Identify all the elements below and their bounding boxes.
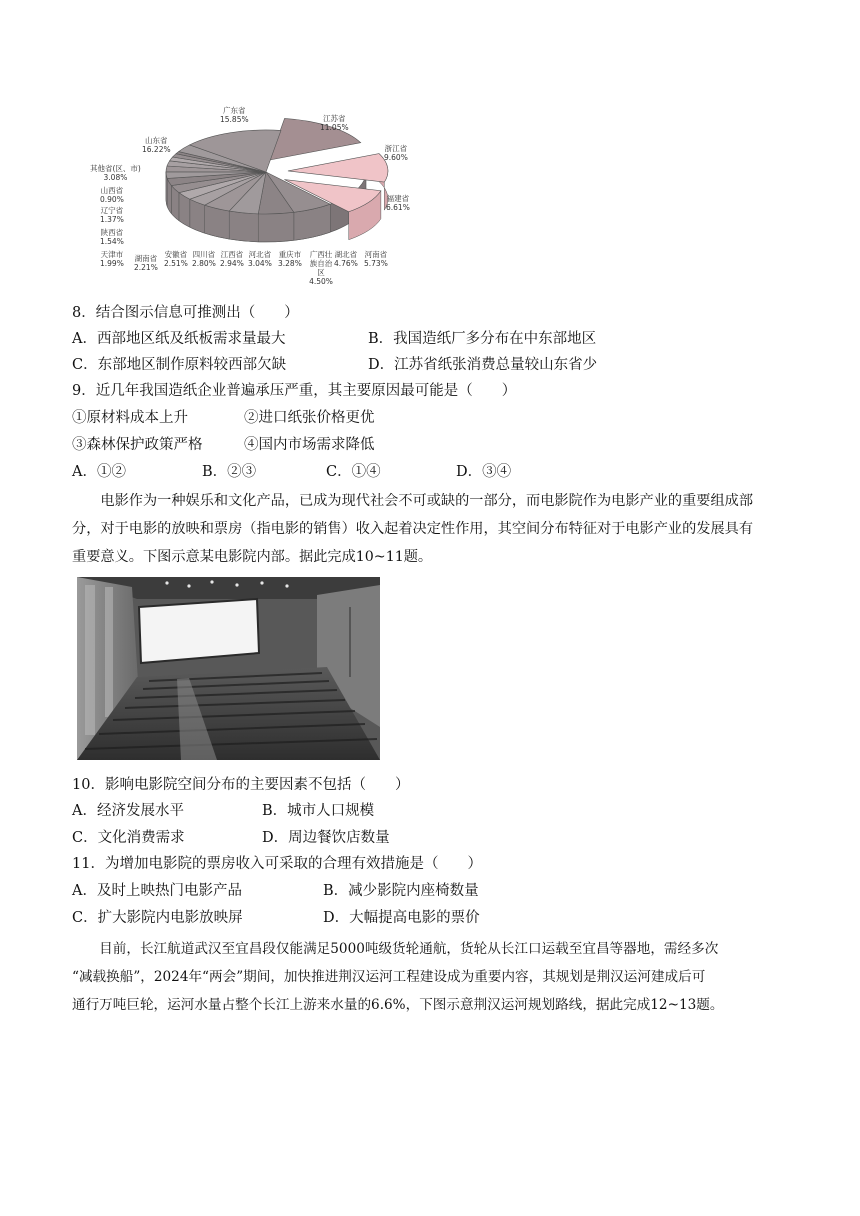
passage-cinema	[72, 487, 802, 571]
q8-option-b: B．我国造纸厂多分布在中东部地区	[368, 331, 597, 347]
q9-stem: 9．近几年我国造纸企业普遍承压严重，其主要原因最可能是（ ）	[72, 383, 517, 399]
passage-cinema-line: 重要意义。下图示意某电影院内部。据此完成10~11题。	[72, 549, 433, 565]
label-liaoning: 辽宁省 1.37%	[100, 206, 124, 224]
q11-option-b: B．减少影院内座椅数量	[323, 883, 479, 899]
q10-option-b: B．城市人口规模	[262, 803, 375, 819]
q10-option-a: A．经济发展水平	[72, 803, 184, 819]
label-hubei: 湖北省 4.76%	[334, 250, 358, 268]
q11-option-d: D．大幅提高电影的票价	[323, 910, 480, 926]
pie-slice	[288, 154, 388, 182]
label-others: 其他省(区、市) 3.08%	[90, 164, 141, 182]
q10-option-c: C．文化消费需求	[72, 830, 185, 846]
q9-option-d: D．③④	[456, 464, 512, 480]
passage-canal-line: 通行万吨巨轮，运河水量占整个长江上游来水量的6.6%，下图示意荆汉运河规划路线，据此完成12~13题。	[72, 997, 724, 1013]
label-fujian: 福建省 6.61%	[386, 194, 410, 212]
q11-option-a: A．及时上映热门电影产品	[72, 883, 242, 899]
passage-cinema-line: 电影作为一种娱乐和文化产品，已成为现代社会不可或缺的一部分，而电影院作为电影产业的重要组成部	[72, 493, 754, 509]
label-sichuan: 四川省 2.80%	[192, 250, 216, 268]
pie-slice-side	[258, 212, 294, 242]
q8-option-a: A．西部地区纸及纸板需求量最大	[72, 331, 286, 347]
label-jiangxi: 江西省 2.94%	[220, 250, 244, 268]
q9-item-1: ①原材料成本上升	[72, 410, 188, 426]
label-hunan: 湖南省 2.21%	[134, 254, 158, 272]
cinema-interior-photo	[77, 577, 380, 760]
pie-chart	[88, 100, 418, 300]
label-guangdong: 广东省 15.85%	[220, 106, 249, 124]
q9-option-b: B．②③	[202, 464, 257, 480]
passage-canal	[72, 935, 802, 1019]
q10-stem: 10．影响电影院空间分布的主要因素不包括（ ）	[72, 777, 410, 793]
passage-cinema-line: 分，对于电影的放映和票房（指电影的销售）收入起着决定性作用，其空间分布特征对于电影产业的发展具有	[72, 521, 754, 537]
q9-item-3: ③森林保护政策严格	[72, 437, 203, 453]
q9-item-2: ②进口纸张价格更优	[244, 410, 375, 426]
label-tianjin: 天津市 1.99%	[100, 250, 124, 268]
label-chongqing: 重庆市 3.28%	[278, 250, 302, 268]
pie-slice-side	[229, 211, 258, 242]
passage-canal-line: 目前，长江航道武汉至宜昌段仅能满足5000吨级货轮通航，货轮从长江口运载至宜昌等器地，需经多次	[72, 941, 719, 957]
label-henan: 河南省 5.73%	[364, 250, 388, 268]
q9-option-a: A．①②	[72, 464, 126, 480]
q9-item-4: ④国内市场需求降低	[244, 437, 375, 453]
label-shaanxi: 陕西省 1.54%	[100, 228, 124, 246]
q8-option-d: D．江苏省纸张消费总量较山东省少	[368, 357, 598, 373]
passage-canal-line: “减载换船”，2024年“两会”期间，加快推进荆汉运河工程建设成为重要内容，其规划是荆汉运河建成后可	[72, 969, 706, 985]
label-zhejiang: 浙江省 9.60%	[384, 144, 408, 162]
label-jiangsu: 江苏省 11.05%	[320, 114, 349, 132]
q10-option-d: D．周边餐饮店数量	[262, 830, 390, 846]
q8-stem: 8．结合图示信息可推测出（ ）	[72, 305, 299, 321]
label-anhui: 安徽省 2.51%	[164, 250, 188, 268]
label-guangxi: 广西壮族自治区 4.50%	[309, 250, 333, 286]
q11-stem: 11．为增加电影院的票房收入可采取的合理有效措施是（ ）	[72, 856, 482, 872]
label-shandong: 山东省 16.22%	[142, 136, 171, 154]
label-hebei: 河北省 3.04%	[248, 250, 272, 268]
q9-option-c: C．①④	[326, 464, 381, 480]
q8-option-c: C．东部地区制作原料较西部欠缺	[72, 357, 287, 373]
label-shanxi: 山西省 0.90%	[100, 186, 124, 204]
q11-option-c: C．扩大影院内电影放映屏	[72, 910, 243, 926]
